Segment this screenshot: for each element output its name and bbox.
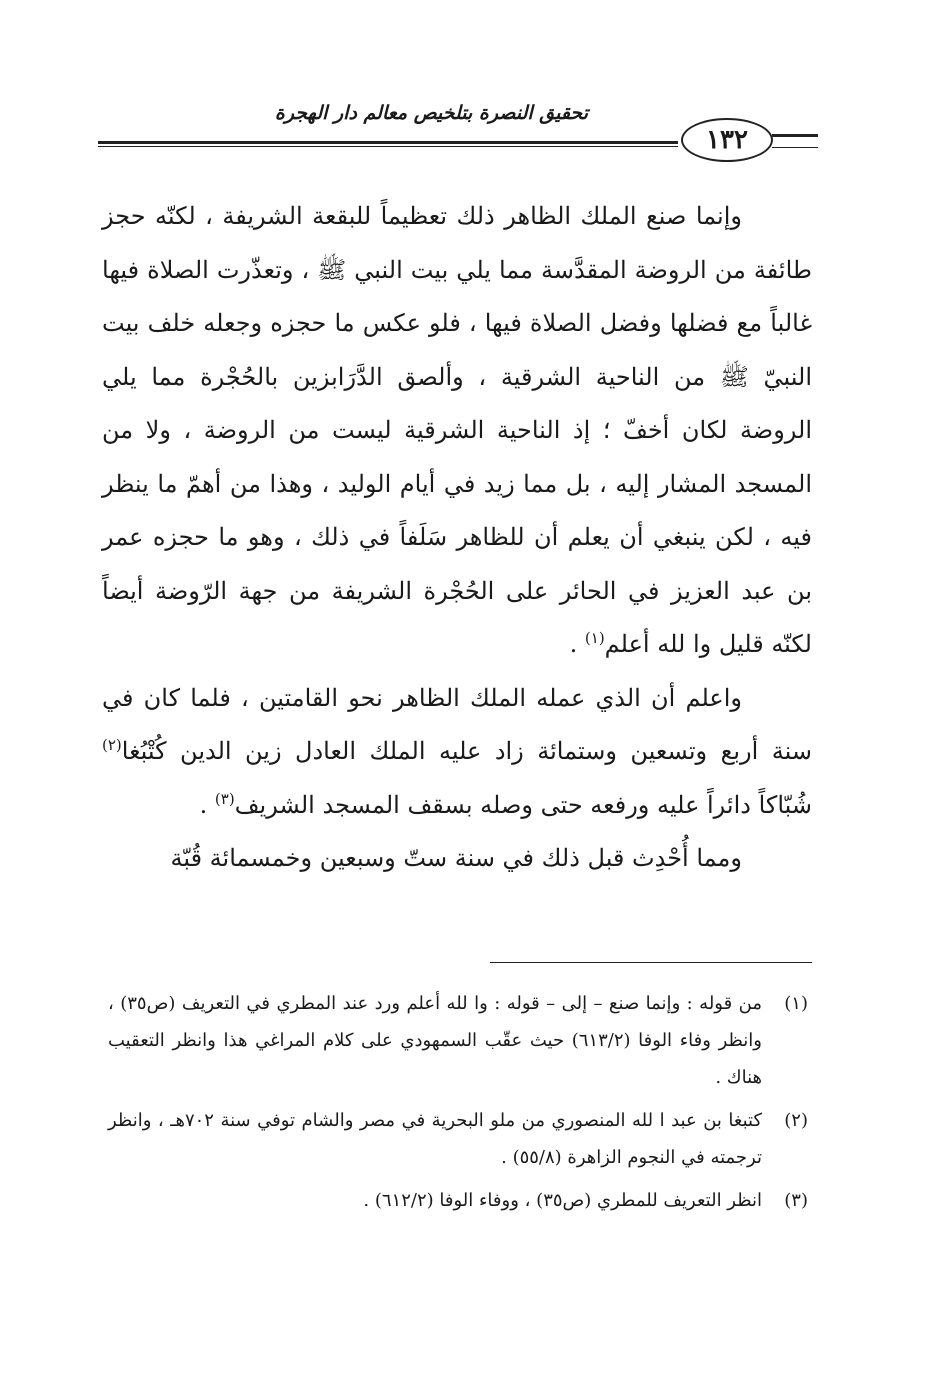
footnote-number: (٢) (784, 1110, 808, 1131)
header-rule-thin (98, 146, 678, 147)
paragraph (102, 672, 812, 833)
footnote-ref[interactable]: (٣) (214, 789, 235, 808)
header-rule (98, 141, 678, 144)
footnote-text: من قوله : وإنما صنع – إلى – قوله : وا لله أعلم ورد عند المطري في التعريف (ص٣٥) ، وانظر وفاء الوفا (٦١٣/٢) حيث عقّب السمهودي على كلام المراغي هذا وانظر التعقيب هناك . (108, 993, 762, 1088)
paragraph (102, 190, 812, 672)
book-title: تحقيق النصرة بتلخيص معالم دار الهجرة (274, 102, 588, 124)
paragraph (102, 832, 812, 886)
paragraph-text: وإنما صنع الملك الظاهر ذلك تعظيماً للبقعة الشريفة ، لكنّه حجز طائفة من الروضة المقدَّسة مما يلي بيت النبي ﷺ ، وتعذّرت الصلاة فيها غالباً مع فضلها وفضل الصلاة فيها ، فلو عكس ما حجزه وجعله خلف بيت النبيّ ﷺ من الناحية الشرقية ، وألصق الدَّرَابزين بالحُجْرة مما يلي الروضة لكان أخفّ ؛ إذ الناحية الشرقية ليست من الروضة ، ولا من المسجد المشار إليه ، بل مما زيد في أيام الوليد ، وهذا من أهمّ ما ينظر فيه ، لكن ينبغي أن يعلم أن للظاهر سَلَفاً في ذلك ، وهو ما حجزه عمر بن عبد العزيز في الحائر على الحُجْرة الشريفة من جهة الرّوضة أيضاً لكنّه قليل وا لله أعلم (102, 202, 812, 658)
footnotes (108, 985, 808, 1225)
footnote-ref[interactable]: (٢) (102, 736, 122, 754)
footnote-number: (٣) (784, 1190, 808, 1211)
footnote (108, 985, 808, 1096)
footnote (108, 1182, 808, 1219)
paragraph-end: . (569, 630, 585, 658)
main-text (102, 190, 812, 886)
paragraph-text: واعلم أن الذي عمله الملك الظاهر نحو القامتين ، فلما كان في سنة أربع وتسعين وستمائة زاد عليه الملك العادل زين الدين كُتْبُغا (102, 683, 812, 765)
paragraph-text-continued: شُبّاكاً دائراً عليه ورفعه حتى وصله بسقف المسجد الشريف (234, 790, 812, 819)
page-number: ١٣٢ (681, 118, 773, 162)
footnote-number: (١) (784, 993, 808, 1014)
footnote-text: كتبغا بن عبد ا لله المنصوري من ملو البحرية في مصر والشام توفي سنة ٧٠٢هـ ، وانظر ترجمته في النجوم الزاهرة (٥٥/٨) . (108, 1110, 763, 1168)
paragraph-end: . (199, 790, 215, 819)
header-ornament (772, 134, 818, 148)
running-header (98, 96, 818, 156)
paragraph-text: ومما أُحْدِث قبل ذلك في سنة ستّ وسبعين وخمسمائة قُبّة (170, 844, 742, 872)
footnote-text: انظر التعريف للمطري (ص٣٥) ، ووفاء الوفا (٦١٢/٢) . (363, 1190, 762, 1211)
footnote-separator (490, 962, 812, 963)
footnote-ref[interactable]: (١) (584, 629, 605, 647)
footnote (108, 1102, 808, 1176)
